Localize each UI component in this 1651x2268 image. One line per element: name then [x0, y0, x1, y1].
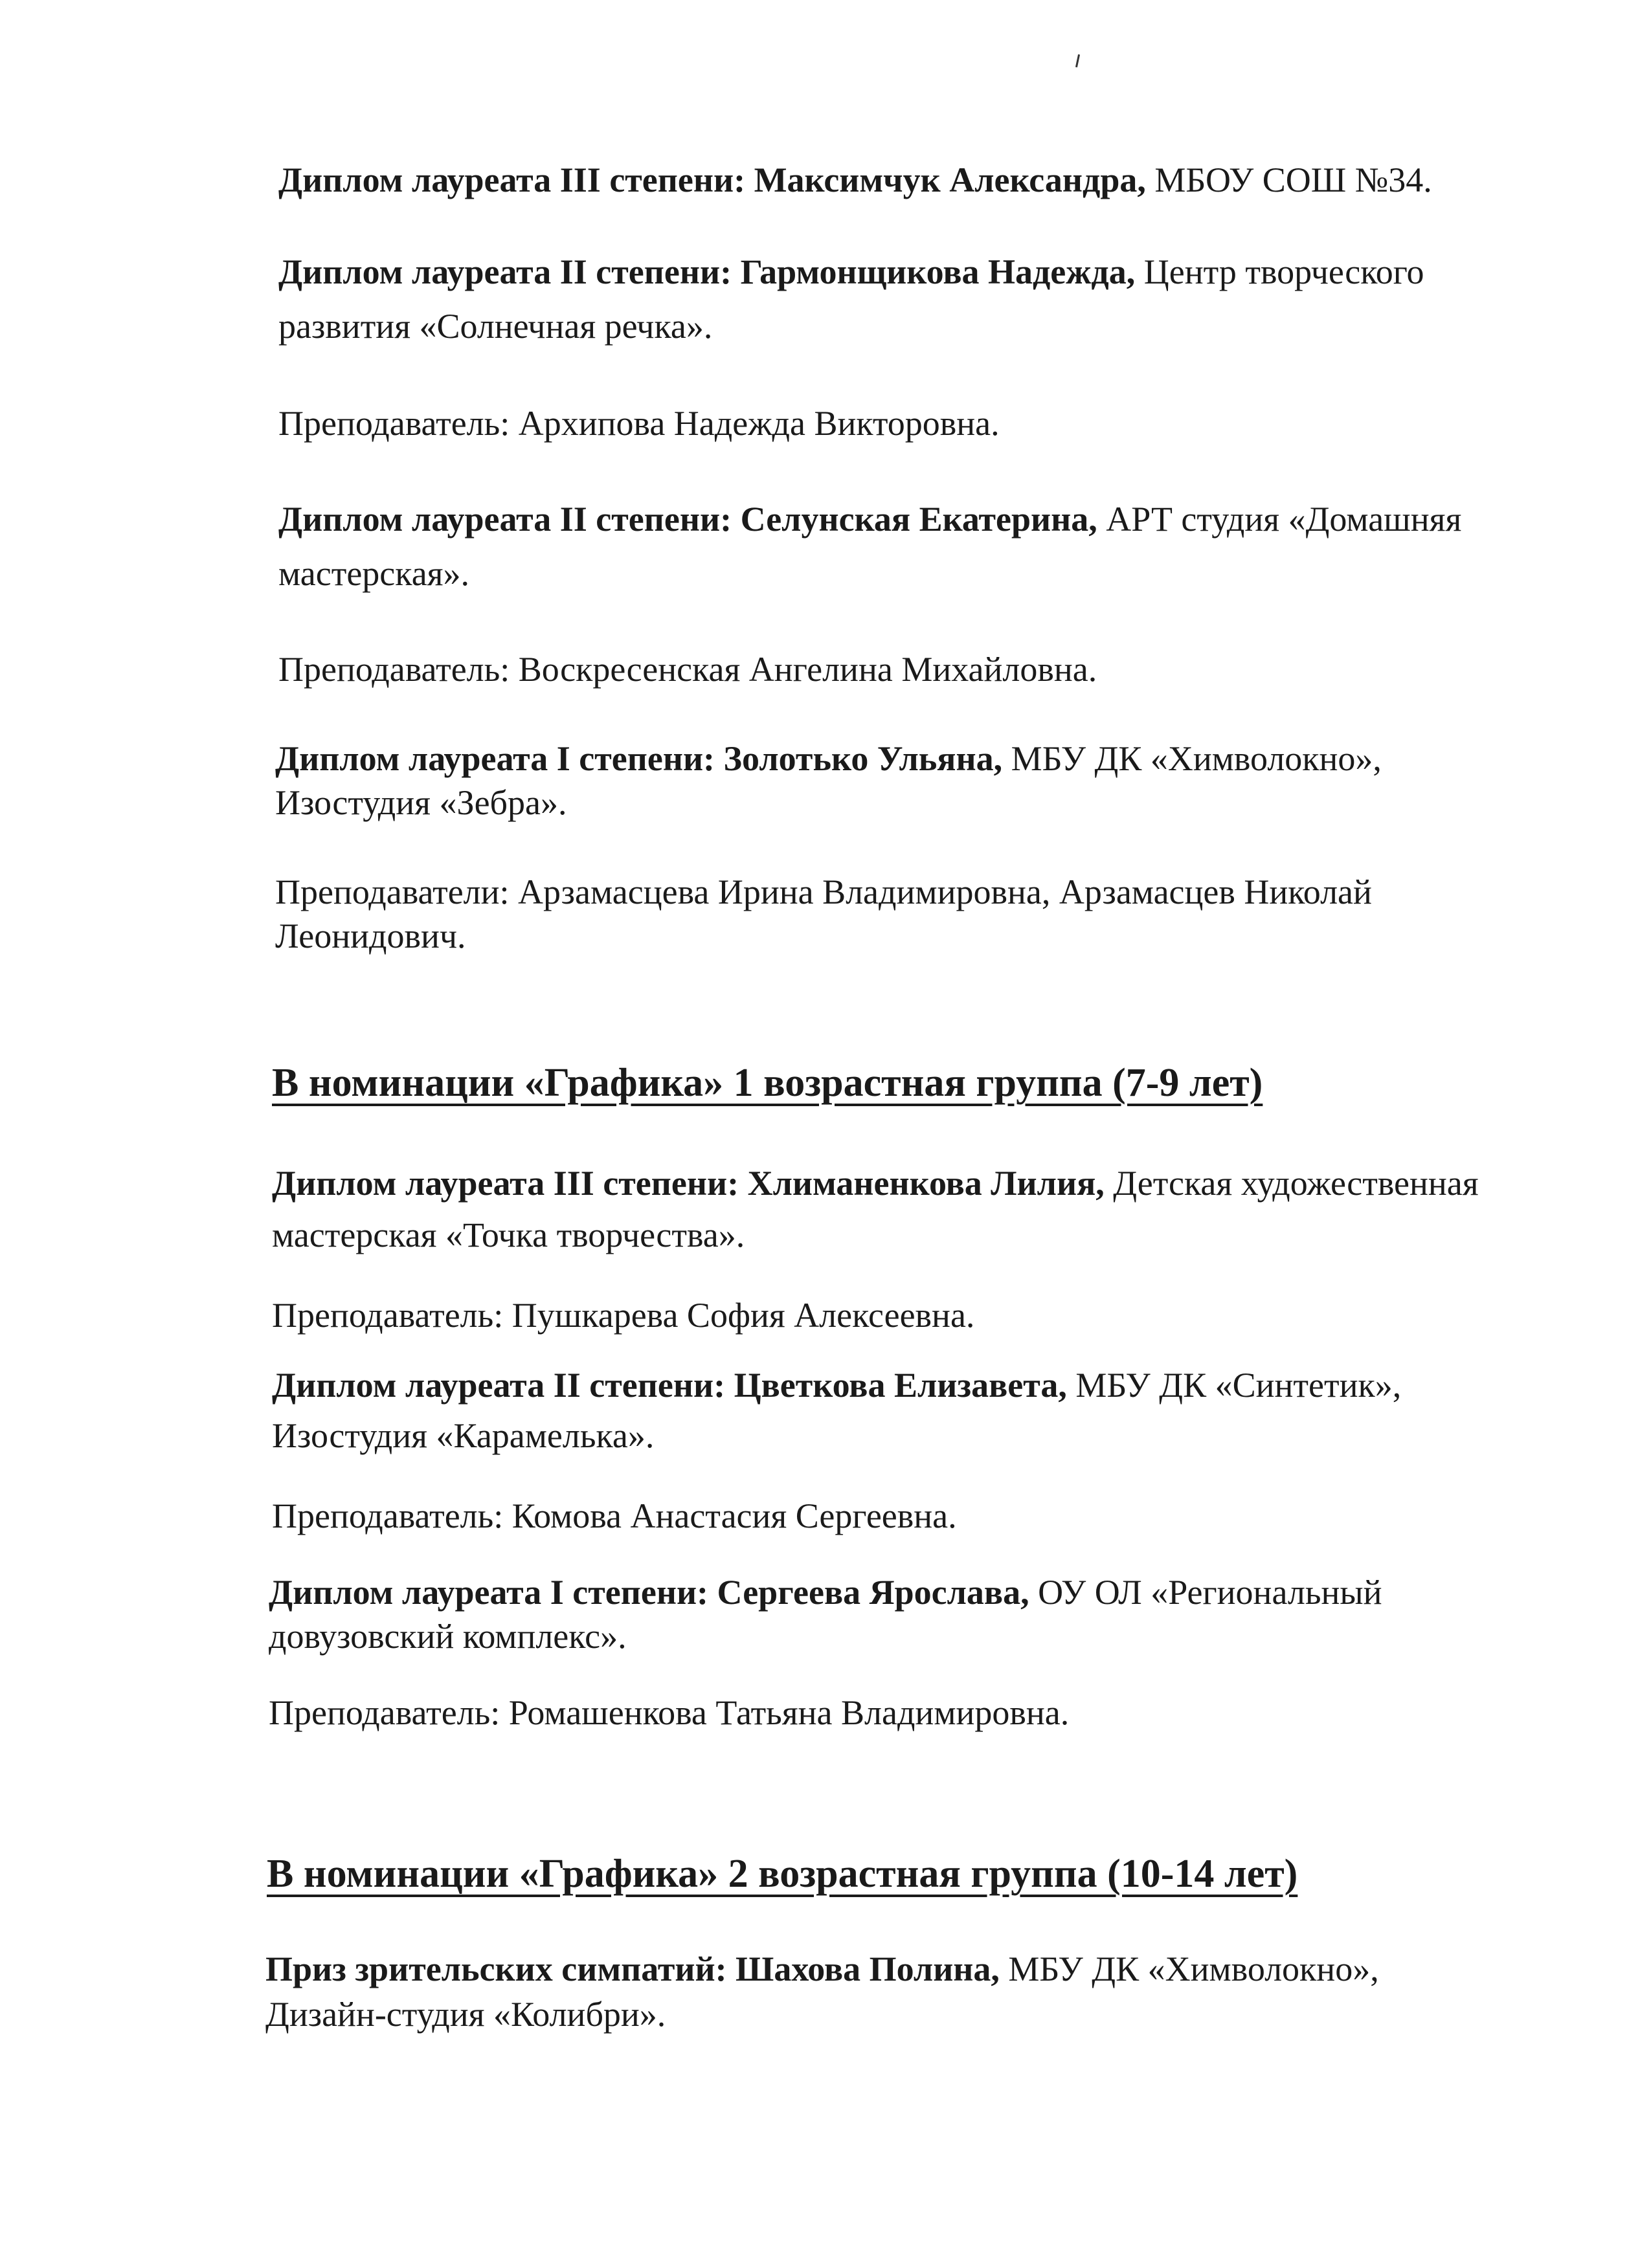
laureate-name: Сергеева Ярослава,	[717, 1573, 1029, 1612]
laureate-name: Селунская Екатерина,	[740, 500, 1097, 539]
award-title: Диплом лауреата II степени:	[278, 500, 732, 539]
organization-continued: мастерская «Точка творчества».	[272, 1216, 745, 1254]
laureate-name: Цветкова Елизавета,	[734, 1366, 1067, 1405]
laureate-name: Гармонщикова Надежда,	[740, 252, 1136, 291]
teacher-line: Леонидович.	[275, 917, 466, 955]
teacher-line: Преподаватели: Арзамасцева Ирина Владимировна, Арзамасцев Николай	[275, 873, 1372, 911]
organization-continued: Изостудия «Карамелька».	[272, 1416, 655, 1455]
organization: МБОУ СОШ №34.	[1154, 161, 1432, 199]
award-title: Диплом лауреата I степени:	[269, 1573, 709, 1612]
organization-continued: развития «Солнечная речка».	[278, 307, 713, 346]
organization-continued: Дизайн-студия «Колибри».	[265, 1995, 666, 2034]
teacher-line: Преподаватель: Ромашенкова Татьяна Владимировна.	[269, 1693, 1070, 1732]
award-entry	[278, 245, 1424, 299]
teacher-line: Преподаватель: Комова Анастасия Сергеевна.	[272, 1496, 957, 1535]
organization: ОУ ОЛ «Региональный	[1038, 1573, 1382, 1612]
award-title: Диплом лауреата II степени:	[278, 252, 732, 291]
organization: Детская художественная	[1113, 1164, 1479, 1203]
teacher-line: Преподаватель: Воскресенская Ангелина Михайловна.	[278, 650, 1097, 689]
award-entry	[278, 153, 1432, 207]
organization: АРТ студия «Домашняя	[1106, 500, 1462, 539]
award-entry	[272, 1156, 1479, 1210]
organization: Центр творческого	[1143, 252, 1424, 291]
award-title: Диплом лауреата I степени:	[275, 739, 715, 778]
award-title: Диплом лауреата III степени:	[278, 161, 746, 199]
organization-continued: Изостудия «Зебра».	[275, 783, 567, 822]
organization-continued: довузовский комплекс».	[269, 1617, 627, 1656]
laureate-name: Шахова Полина,	[736, 1950, 1000, 1988]
organization: МБУ ДК «Химволокно»,	[1011, 739, 1382, 778]
award-title: Диплом лауреата II степени:	[272, 1366, 726, 1405]
award-entry	[272, 1358, 1401, 1412]
laureate-name: Хлиманенкова Лилия,	[747, 1164, 1105, 1203]
teacher-line: Преподаватель: Архипова Надежда Викторовна.	[278, 404, 1000, 443]
section-heading: В номинации «Графика» 2 возрастная группа (10-14 лет)	[267, 1852, 1298, 1896]
award-entry	[278, 492, 1461, 546]
award-title: Приз зрительских симпатий:	[265, 1950, 727, 1988]
section-heading: В номинации «Графика» 1 возрастная группа (7-9 лет)	[272, 1061, 1263, 1105]
organization: МБУ ДК «Синтетик»,	[1075, 1366, 1402, 1405]
teacher-line: Преподаватель: Пушкарева София Алексеевна.	[272, 1296, 975, 1335]
organization-continued: мастерская».	[278, 554, 469, 593]
scan-mark	[1075, 54, 1080, 67]
organization: МБУ ДК «Химволокно»,	[1008, 1950, 1379, 1988]
laureate-name: Золотько Ульяна,	[723, 739, 1003, 778]
award-title: Диплом лауреата III степени:	[272, 1164, 739, 1203]
laureate-name: Максимчук Александра,	[754, 161, 1146, 199]
